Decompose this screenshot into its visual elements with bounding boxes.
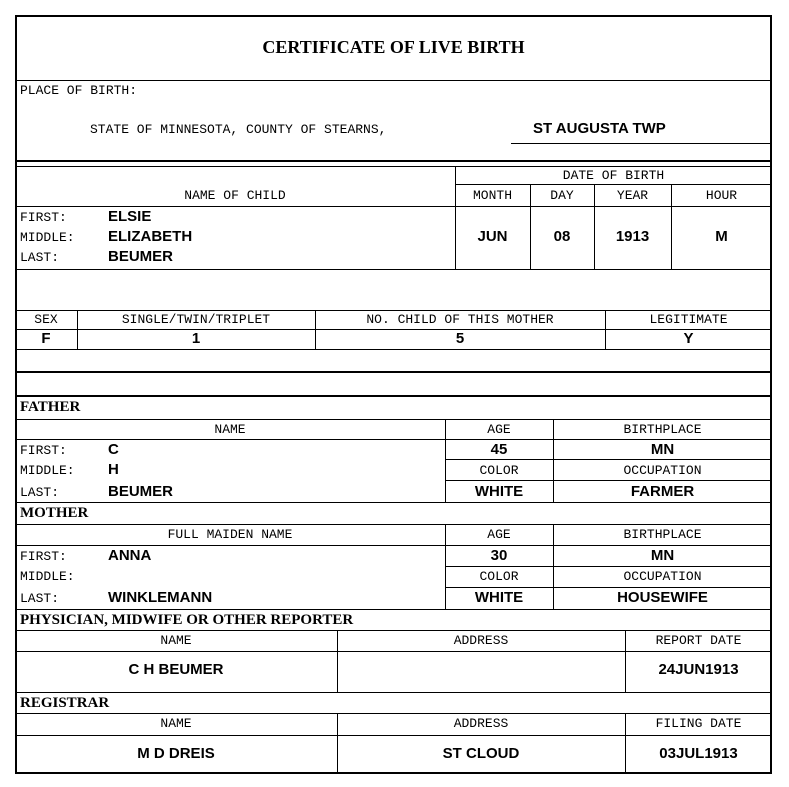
father-middle-label: MIDDLE: — [20, 463, 75, 478]
birth-day-value: 08 — [553, 228, 571, 245]
divider — [445, 566, 772, 567]
birth-hour-value: M — [715, 228, 728, 245]
father-first-name: C — [108, 441, 119, 458]
mother-birthplace-header: BIRTHPLACE — [623, 527, 702, 542]
registrar-address-value: ST CLOUD — [442, 745, 520, 762]
mother-occupation-header: OCCUPATION — [623, 569, 702, 584]
divider — [445, 480, 772, 481]
mother-section-title: MOTHER — [20, 505, 89, 521]
child-first-name: ELSIE — [108, 208, 152, 225]
mother-last-label: LAST: — [20, 591, 60, 606]
registrar-name-value: M D DREIS — [137, 745, 215, 762]
divider — [15, 713, 772, 714]
report-date-header: REPORT DATE — [655, 633, 742, 648]
day-header: DAY — [550, 188, 574, 203]
father-first-label: FIRST: — [20, 443, 67, 458]
divider — [15, 371, 772, 373]
mother-birthplace-value: MN — [650, 547, 675, 564]
father-birthplace-header: BIRTHPLACE — [623, 422, 702, 437]
physician-section-title: PHYSICIAN, MIDWIFE OR OTHER REPORTER — [20, 612, 354, 628]
registrar-name-header: NAME — [160, 716, 192, 731]
divider — [15, 735, 772, 736]
father-last-name: BEUMER — [108, 483, 174, 500]
sex-value: F — [41, 330, 51, 347]
divider — [15, 269, 772, 270]
month-header: MONTH — [472, 188, 512, 203]
legitimate-header: LEGITIMATE — [649, 312, 728, 327]
mother-age-header: AGE — [487, 527, 511, 542]
birth-month-value: JUN — [477, 228, 508, 245]
divider — [15, 349, 772, 350]
divider — [15, 502, 772, 503]
year-header: YEAR — [616, 188, 649, 203]
father-last-label: LAST: — [20, 485, 60, 500]
mother-name-header: FULL MAIDEN NAME — [167, 527, 293, 542]
report-date-value: 24JUN1913 — [658, 661, 739, 678]
plurality-header: SINGLE/TWIN/TRIPLET — [121, 312, 271, 327]
mother-first-name: ANNA — [108, 547, 152, 564]
divider — [455, 184, 772, 185]
child-last-label: LAST: — [20, 250, 60, 265]
father-birthplace-value: MN — [650, 441, 675, 458]
physician-name-value: C H BEUMER — [128, 661, 224, 678]
divider — [15, 630, 772, 631]
date-of-birth-header: DATE OF BIRTH — [562, 168, 665, 183]
divider — [15, 524, 772, 525]
registrar-address-header: ADDRESS — [453, 716, 509, 731]
child-middle-name: ELIZABETH — [108, 228, 193, 245]
mother-first-label: FIRST: — [20, 549, 67, 564]
plurality-value: 1 — [191, 330, 201, 347]
hour-header: HOUR — [705, 188, 738, 203]
mother-age-value: 30 — [490, 547, 508, 564]
divider — [445, 459, 772, 460]
divider — [15, 206, 772, 207]
legitimate-value: Y — [683, 330, 694, 347]
father-occupation-value: FARMER — [630, 483, 695, 500]
mother-middle-label: MIDDLE: — [20, 569, 75, 584]
child-middle-label: MIDDLE: — [20, 230, 75, 245]
divider — [511, 143, 772, 144]
sex-header: SEX — [34, 312, 58, 327]
father-color-value: WHITE — [474, 483, 524, 500]
divider — [15, 609, 772, 610]
divider — [15, 419, 772, 420]
divider — [445, 587, 772, 588]
place-of-birth-label: PLACE OF BIRTH: — [20, 83, 138, 98]
father-middle-name: H — [108, 461, 119, 478]
filing-date-value: 03JUL1913 — [659, 745, 738, 762]
divider — [15, 166, 772, 167]
child-number-value: 5 — [455, 330, 465, 347]
divider — [15, 651, 772, 652]
birth-year-value: 1913 — [615, 228, 650, 245]
certificate-title: CERTIFICATE OF LIVE BIRTH — [262, 37, 525, 57]
mother-color-value: WHITE — [474, 589, 524, 606]
child-last-name: BEUMER — [108, 248, 174, 265]
father-section-title: FATHER — [20, 399, 81, 415]
child-first-label: FIRST: — [20, 210, 67, 225]
mother-color-header: COLOR — [479, 569, 519, 584]
filing-date-header: FILING DATE — [655, 716, 742, 731]
father-age-value: 45 — [490, 441, 508, 458]
state-county-text: STATE OF MINNESOTA, COUNTY OF STEARNS, — [90, 122, 387, 137]
divider — [15, 310, 772, 311]
physician-address-header: ADDRESS — [453, 633, 509, 648]
child-number-header: NO. CHILD OF THIS MOTHER — [366, 312, 554, 327]
father-occupation-header: OCCUPATION — [623, 463, 702, 478]
divider — [15, 692, 772, 693]
registrar-section-title: REGISTRAR — [20, 695, 110, 711]
divider — [15, 160, 772, 162]
father-color-header: COLOR — [479, 463, 519, 478]
father-age-header: AGE — [487, 422, 511, 437]
physician-name-header: NAME — [160, 633, 192, 648]
divider — [15, 80, 772, 81]
divider — [15, 545, 772, 546]
mother-occupation-value: HOUSEWIFE — [617, 589, 708, 606]
name-of-child-header: NAME OF CHILD — [184, 188, 286, 203]
township-value: ST AUGUSTA TWP — [533, 120, 666, 137]
father-name-header: NAME — [214, 422, 246, 437]
divider — [15, 395, 772, 397]
mother-last-name: WINKLEMANN — [108, 589, 213, 606]
divider — [15, 439, 772, 440]
